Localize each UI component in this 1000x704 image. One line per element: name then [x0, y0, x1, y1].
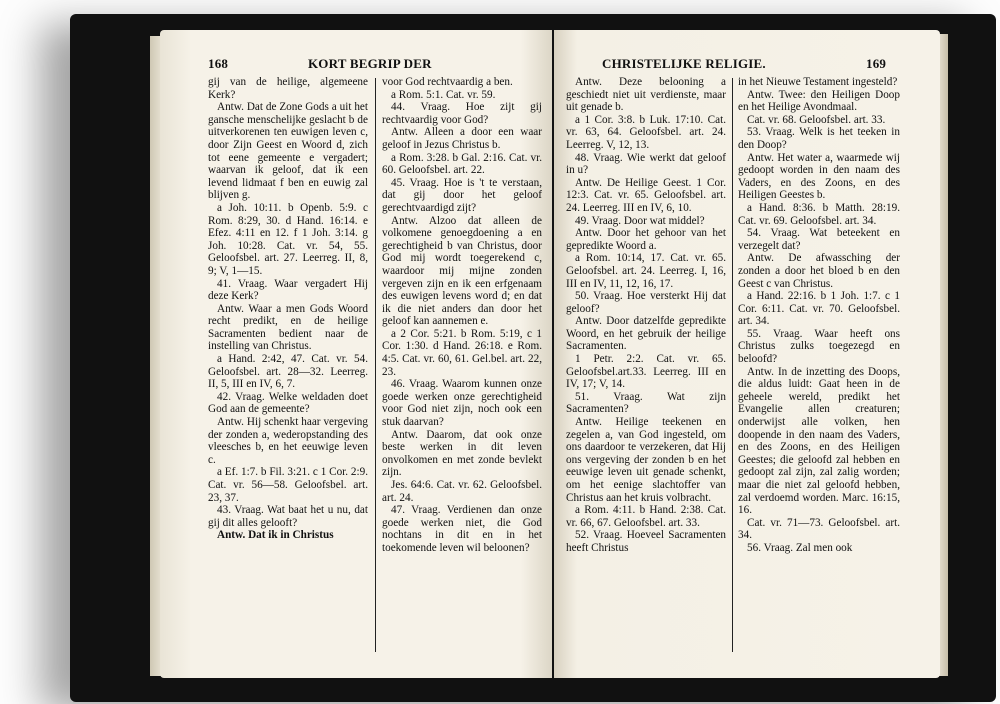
- paragraph: Antw. Het water a, waarmede wij gedoopt worden in den naam des Vaders, en des Zoons, en des Heiligen Geestes b.: [738, 151, 900, 202]
- left-column-1: [208, 76, 368, 656]
- paragraph: 52. Vraag. Hoeveel Sacramenten heeft Christus: [566, 529, 726, 554]
- paragraph: a Hand. 22:16. b 1 Joh. 1:7. c 1 Cor. 6:11. Cat. vr. 70. Geloofsbel. art. 34.: [738, 290, 900, 328]
- paragraph: 50. Vraag. Hoe versterkt Hij dat geloof?: [566, 290, 726, 315]
- paragraph: 49. Vraag. Door wat middel?: [575, 214, 705, 227]
- paragraph: 48. Vraag. Wie werkt dat geloof in u?: [566, 151, 726, 177]
- paragraph: 43. Vraag. Wat baat het u nu, dat gij dit alles gelooft?: [208, 504, 368, 529]
- paragraph: Antw. Daarom, dat ook onze beste werken in dit leven onvolkomen en met zonde bevlekt zijn.: [382, 428, 542, 479]
- paragraph: 45. Vraag. Hoe is 't te verstaan, dat gij door het geloof gerechtvaardigd zijt?: [382, 176, 542, 214]
- paragraph: Antw. Dat ik in Christus: [217, 529, 334, 542]
- paragraph: Antw. De afwassching der zonden a door het bloed b en den Geest c van Christus.: [738, 252, 900, 290]
- paragraph: 44. Vraag. Hoe zijt gij rechtvaardig voor God?: [382, 101, 542, 126]
- right-column-1: [566, 76, 726, 656]
- paragraph: Cat. vr. 68. Geloofsbel. art. 33.: [747, 113, 886, 126]
- paragraph: Jes. 64:6. Cat. vr. 62. Geloofsbel. art. 24.: [382, 479, 542, 504]
- paragraph: Antw. Twee: den Heiligen Doop en het Heilige Avondmaal.: [738, 88, 900, 114]
- paragraph: 54. Vraag. Wat beteekent en verzegelt dat?: [738, 227, 900, 252]
- paragraph: 46. Vraag. Waarom kunnen onze goede werken onze gerechtigheid voor God niet zijn, noch ook een stuk daarvan?: [382, 378, 542, 429]
- paragraph: 53. Vraag. Welk is het teeken in den Doop?: [738, 126, 900, 151]
- paragraph: 42. Vraag. Welke weldaden doet God aan de gemeente?: [208, 390, 368, 416]
- paragraph: Antw. Hij schenkt haar vergeving der zonden a, wederopstanding des vleesches b, en het eeuwige leven c.: [208, 416, 368, 466]
- right-page: [554, 30, 940, 678]
- paragraph: Antw. Door het gehoor van het gepredikte Woord a.: [566, 227, 726, 252]
- column-rule-left: [375, 78, 376, 652]
- right-column-2: [738, 76, 900, 656]
- paragraph: a Hand. 8:36. b Matth. 28:19. Cat. vr. 69. Geloofsbel. art. 34.: [738, 201, 900, 227]
- paragraph: a Rom. 3:28. b Gal. 2:16. Cat. vr. 60. Geloofsbel. art. 22.: [382, 151, 542, 177]
- paragraph: 56. Vraag. Zal men ook: [747, 541, 853, 554]
- page-number-right: 169: [866, 56, 887, 71]
- paragraph: Antw. Waar a men Gods Woord recht predikt, en de heilige Sacramenten bedient naar de instelling van Christus.: [208, 302, 368, 353]
- paragraph: Antw. Dat de Zone Gods a uit het gansche menschelijke geslacht b de uitverkorenen ten euwigen leven c, door Zijn Geest en Woord d, zich tot eene gemeente e vergadert; waarvan ik geloof, dat ik een levend lidmaat f ben en euwig zal blijven g.: [208, 101, 368, 202]
- paragraph: a 2 Cor. 5:21. b Rom. 5:19, c 1 Cor. 1:30. d Hand. 26:18. e Rom. 4:5. Cat. vr. 60, 61. Gel.bel. art. 22, 23.: [382, 327, 542, 378]
- paragraph: in het Nieuwe Testament ingesteld?: [738, 76, 898, 88]
- paragraph: Antw. Alzoo dat alleen de volkomene genoegdoening a en gerechtigheid b van Christus, door God mij wordt toegerekend c, waardoor mij mijne zonden vergeven zijn en ik een erfgenaam des euwigen levens word d; en dat ik die niet anders dan door het geloof kan aannemen e.: [382, 214, 542, 328]
- paragraph: Antw. Alleen a door een waar geloof in Jezus Christus b.: [382, 126, 542, 151]
- paragraph: a Joh. 10:11. b Openb. 5:9. c Rom. 8:29, 30. d Hand. 16:14. e Efez. 4:11 en 12. f 1 Joh. 3:14. g Joh. 10:28. Cat. vr. 54, 55. Geloofsbel. art. 27. Leerreg. II, 8, 9; V, 1—15.: [208, 201, 368, 277]
- paragraph: 1 Petr. 2:2. Cat. vr. 65. Geloofsbel.art.33. Leerreg. III en IV, 17; V, 14.: [566, 353, 726, 391]
- paragraph: a Hand. 2:42, 47. Cat. vr. 54. Geloofsbel. art. 28—32. Leerreg. II, 5, III en IV, 6, 7.: [208, 353, 368, 391]
- paragraph: a Rom. 4:11. b Hand. 2:38. Cat. vr. 66, 67. Geloofsbel. art. 33.: [566, 504, 726, 529]
- paragraph: Antw. De Heilige Geest. 1 Cor. 12:3. Cat. vr. 65. Geloofsbel. art. 24. Leerreg. III en IV, 6, 10.: [566, 176, 726, 214]
- left-column-2: [382, 76, 542, 656]
- paragraph: 55. Vraag. Waar heeft ons Christus zulks toegezegd en beloofd?: [738, 327, 900, 366]
- paragraph: 41. Vraag. Waar vergadert Hij deze Kerk?: [208, 277, 368, 303]
- running-head-right: CHRISTELIJKE RELIGIE.: [602, 56, 766, 71]
- paragraph: Antw. Door datzelfde gepredikte Woord, en het gebruik der heilige Sacramenten.: [566, 315, 726, 353]
- paragraph: a 1 Cor. 3:8. b Luk. 17:10. Cat. vr. 63, 64. Geloofsbel. art. 24. Leerreg. V, 12, 13.: [566, 113, 726, 151]
- paragraph: a Rom. 5:1. Cat. vr. 59.: [391, 88, 496, 101]
- paragraph: 51. Vraag. Wat zijn Sacramenten?: [566, 390, 726, 416]
- column-rule-right: [732, 78, 733, 652]
- paragraph: Antw. In de inzetting des Doops, die aldus luidt: Gaat heen in de geheele wereld, predikt het Evangelie allen creaturen; onderwijst alle volken, hen doopende in den naam des Vaders, en des Zoons, en des Heiligen Geestes; die geloofd zal hebben en gedoopt zal zijn, zal zalig worden; maar die niet zal geloofd hebben, zal verdoemd worden. Marc. 16:15, 16.: [738, 365, 900, 517]
- page-number-left: 168: [208, 56, 229, 71]
- paragraph: voor God rechtvaardig a ben.: [382, 76, 513, 88]
- paragraph: Antw. Deze belooning a geschiedt niet uit verdienste, maar uit genade b.: [566, 76, 726, 114]
- paragraph: Antw. Heilige teekenen en zegelen a, van God ingesteld, om ons daardoor te verzekeren, dat Hij ons vergeving der zonden b en het eeuwige leven uit genade schenkt, om het eenige slachtoffer van Christus aan het kruis volbracht.: [566, 416, 726, 504]
- paragraph: gij van de heilige, algemeene Kerk?: [208, 76, 368, 101]
- left-page: [160, 30, 552, 678]
- paragraph: Cat. vr. 71—73. Geloofsbel. art. 34.: [738, 516, 900, 542]
- paragraph: a Rom. 10:14, 17. Cat. vr. 65. Geloofsbel. art. 24. Leerreg. I, 16, III en IV, 11, 12, 16, 17.: [566, 252, 726, 290]
- running-head-left: KORT BEGRIP DER: [308, 56, 432, 71]
- paragraph: 47. Vraag. Verdienen dan onze goede werken niet, die God nochtans in dit en in het toekomende leven wil beloonen?: [382, 504, 542, 554]
- paragraph: a Ef. 1:7. b Fil. 3:21. c 1 Cor. 2:9. Cat. vr. 56—58. Geloofsbel. art. 23, 37.: [208, 466, 368, 504]
